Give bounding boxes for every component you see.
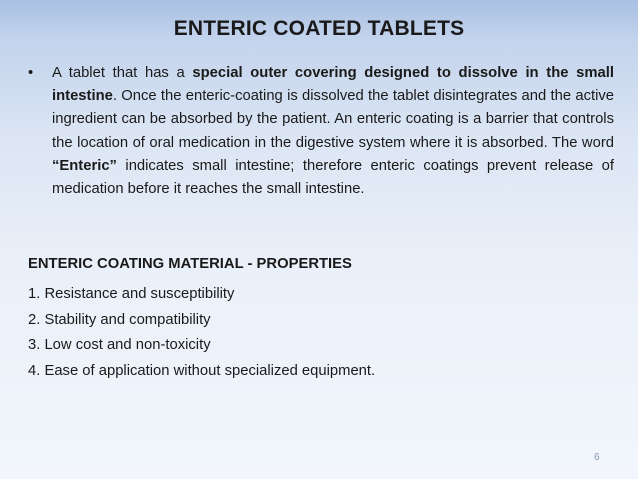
bullet-end: indicates small intestine; therefore enteric coatings prevent release of medication before it reaches the small intestine.	[52, 157, 614, 198]
properties-list	[28, 282, 375, 384]
slide-title: ENTERIC COATED TABLETS	[173, 17, 465, 40]
bullet-bold-enteric: “Enteric”	[52, 157, 117, 174]
bullet-icon: •	[28, 65, 34, 81]
bullet-bold-definition: special outer covering designed to dissolve in the small intestine	[52, 65, 614, 105]
page-number: 6	[594, 452, 600, 463]
list-item: 4. Ease of application without specialized equipment.	[28, 362, 376, 379]
bullet-paragraph	[28, 62, 614, 201]
list-item: 2. Stability and compatibility	[28, 311, 211, 328]
bullet-intro: A tablet that has a	[52, 65, 193, 81]
section-heading: ENTERIC COATING MATERIAL - PROPERTIES	[28, 256, 352, 272]
list-item: 1. Resistance and susceptibility	[28, 286, 235, 302]
list-item: 3. Low cost and non-toxicity	[28, 337, 211, 353]
bullet-middle: . Once the enteric-coating is dissolved the tablet disintegrates and the active ingredient can be absorbed by the patient. An enteric coating is a barrier that controls the location of oral medication in the digestive system where it is absorbed. The word	[52, 88, 614, 151]
bullet-text	[52, 62, 614, 201]
